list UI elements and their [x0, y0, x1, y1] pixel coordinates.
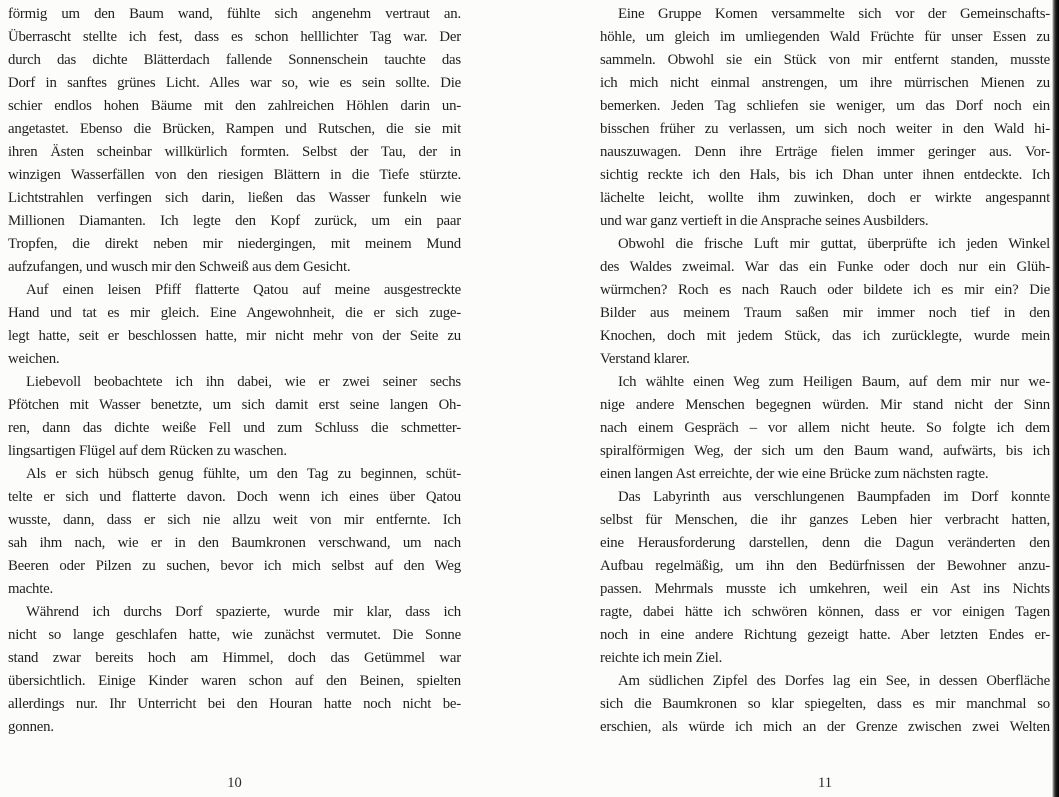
- text-line: weichen.: [8, 351, 60, 367]
- text-line: legt hatte, seit er beschlossen hatte, mir nicht mehr von der Seite zu: [8, 328, 461, 344]
- text-line: höhle, um gleich im umliegenden Wald Früchte für unser Essen zu: [600, 29, 1050, 45]
- text-line: ihren Ästen scheinbar willkürlich formten. Selbst der Tau, der in: [8, 144, 461, 160]
- text-line: übersichtlich. Einige Kinder waren schon auf den Beinen, spielten: [8, 673, 461, 689]
- text-line: förmig um den Baum wand, fühlte sich angenehm vertraut an.: [8, 6, 461, 22]
- text-line: einen langen Ast erreichte, der wie eine Brücke zum nächsten ragte.: [600, 466, 989, 482]
- text-line: Als er sich hübsch genug fühlte, um den Tag zu beginnen, schüt-: [26, 466, 461, 482]
- text-line: Lichtstrahlen verfingen sich darin, ließen das Wasser funkeln wie: [8, 190, 461, 206]
- text-line: Millionen Diamanten. Ich legte den Kopf zurück, um ein paar: [8, 213, 461, 229]
- text-line: Verstand klarer.: [600, 351, 690, 367]
- text-line: sah ihm nach, wie er in den Baumkronen verschwand, um nach: [8, 535, 461, 551]
- text-line: telte er sich und flatterte davon. Doch wenn ich eines über Qatou: [8, 489, 461, 505]
- text-line: durch das dichte Blätterdach fallende Sonnenschein tauchte das: [8, 52, 461, 68]
- text-line: Auf einen leisen Pfiff flatterte Qatou auf meine ausgestreckte: [26, 282, 461, 298]
- text-line: Während ich durchs Dorf spazierte, wurde mir klar, dass ich: [26, 604, 461, 620]
- text-line: machte.: [8, 581, 54, 597]
- text-line: winzigen Wasserfällen von den riesigen Blättern in die Tiefe stürzte.: [8, 167, 461, 183]
- right-page-text: [600, 3, 1050, 739]
- text-line: noch in eine andere Richtung gezeigt hatte. Aber letzten Endes er-: [600, 627, 1050, 643]
- left-page-number: 10: [227, 775, 242, 791]
- text-line: nauszuwagen. Denn ihre Erträge fielen immer geringer aus. Vor-: [600, 144, 1050, 160]
- text-line: gonnen.: [8, 719, 54, 735]
- text-line: bisschen früher zu verlassen, um sich noch weiter in den Wald hi-: [600, 121, 1050, 137]
- text-line: eine Herausforderung darstellen, denn die Dagun veränderten den: [600, 535, 1050, 551]
- text-line: Pfötchen mit Wasser benetzte, um sich damit erst seine langen Oh-: [8, 397, 461, 413]
- text-line: Dorf in sanftes grünes Licht. Alles war so, wie es sein sollte. Die: [8, 75, 461, 91]
- text-line: Eine Gruppe Komen versammelte sich vor der Gemeinschafts-: [618, 6, 1050, 22]
- text-line: ich mich nicht einmal anstrengen, um ihre mürrischen Mienen zu: [600, 75, 1050, 91]
- text-line: allerdings nur. Ihr Unterricht bei den Houran hatte noch nicht be-: [8, 696, 461, 712]
- right-page-number: 11: [818, 775, 832, 791]
- text-line: Aufbau regelmäßig, um ihn den Bedürfnissen der Bewohner anzu-: [600, 558, 1050, 574]
- text-line: würmchen? Roch es nach Rauch oder bildete ich es mir ein? Die: [600, 282, 1050, 298]
- scan-edge-shadow: [1052, 0, 1059, 797]
- text-line: nicht so lange geschlafen hatte, wie zunächst vermutet. Die Sonne: [8, 627, 461, 643]
- text-line: und war ganz vertieft in die Ansprache seines Ausbilders.: [600, 213, 929, 229]
- text-line: Am südlichen Zipfel des Dorfes lag ein See, in dessen Oberfläche: [618, 673, 1050, 689]
- text-line: angetastet. Ebenso die Brücken, Rampen und Rutschen, die sie mit: [8, 121, 461, 137]
- text-line: nach einem Gespräch – vor allem nicht heute. So folgte ich dem: [600, 420, 1050, 436]
- text-line: spiralförmigen Weg, der sich um den Baum wand, aufwärts, bis ich: [600, 443, 1050, 459]
- text-line: bemerken. Jeden Tag schliefen sie weniger, um das Dorf noch ein: [600, 98, 1050, 114]
- text-line: Hand und tat es mir gleich. Eine Angewohnheit, die er sich zuge-: [8, 305, 461, 321]
- text-line: stand zwar bereits hoch am Himmel, doch das Getümmel war: [8, 650, 461, 666]
- text-line: erschien, als würde ich mich an der Grenze zwischen zwei Welten: [600, 719, 1050, 735]
- text-line: sich die Baumkronen so klar spiegelten, dass es mir manchmal so: [600, 696, 1050, 712]
- text-line: ragte, dabei hätte ich schwören können, dass er vor einigen Tagen: [600, 604, 1050, 620]
- text-line: lingsartigen Flügel auf dem Rücken zu waschen.: [8, 443, 287, 459]
- text-line: reichte ich mein Ziel.: [600, 650, 723, 666]
- text-line: aufzufangen, und wusch mir den Schweiß aus dem Gesicht.: [8, 259, 351, 275]
- text-line: Ich wählte einen Weg zum Heiligen Baum, auf dem mir nur we-: [618, 374, 1050, 390]
- text-line: Tropfen, die direkt neben mir niedergingen, mit meinem Mund: [8, 236, 461, 252]
- text-line: Das Labyrinth aus verschlungenen Baumpfaden im Dorf konnte: [618, 489, 1050, 505]
- text-line: schier endlos hohen Bäume mit den zahlreichen Höhlen darin un-: [8, 98, 461, 114]
- text-line: selbst für Menschen, die ihr ganzes Leben hier verbracht hatten,: [600, 512, 1050, 528]
- left-page-text: [8, 3, 461, 739]
- text-line: lächelte leicht, wollte ihm zuwinken, doch er wirkte angespannt: [600, 190, 1050, 206]
- text-line: sichtig reckte ich den Hals, bis ich Dhan unter ihnen entdeckte. Ich: [600, 167, 1050, 183]
- text-line: des Waldes zweimal. War das ein Funke oder doch nur ein Glüh-: [600, 259, 1050, 275]
- text-line: ren, dann das dichte weiße Fell und zum Schluss die schmetter-: [8, 420, 461, 436]
- text-line: Liebevoll beobachtete ich ihn dabei, wie er zwei seiner sechs: [26, 374, 461, 390]
- text-line: Beeren oder Pilzen zu suchen, bevor ich mich selbst auf den Weg: [8, 558, 461, 574]
- text-line: passen. Mehrmals musste ich umkehren, weil ein Ast ins Nichts: [600, 581, 1050, 597]
- text-line: Überrascht stellte ich fest, dass es schon helllichter Tag war. Der: [8, 29, 461, 45]
- text-line: sammeln. Obwohl sie ein Stück von mir entfernt standen, musste: [600, 52, 1050, 68]
- text-line: wusste, dann, dass er sich nie allzu weit von mir entfernte. Ich: [8, 512, 461, 528]
- text-line: Obwohl die frische Luft mir guttat, überprüfte ich jeden Winkel: [618, 236, 1050, 252]
- text-line: nige andere Menschen begegnen würden. Mir stand nicht der Sinn: [600, 397, 1050, 413]
- text-line: Knochen, doch mit jedem Stück, das ich zurücklegte, wurde mein: [600, 328, 1050, 344]
- text-line: Bilder aus meinem Traum saßen mir immer noch tief in den: [600, 305, 1050, 321]
